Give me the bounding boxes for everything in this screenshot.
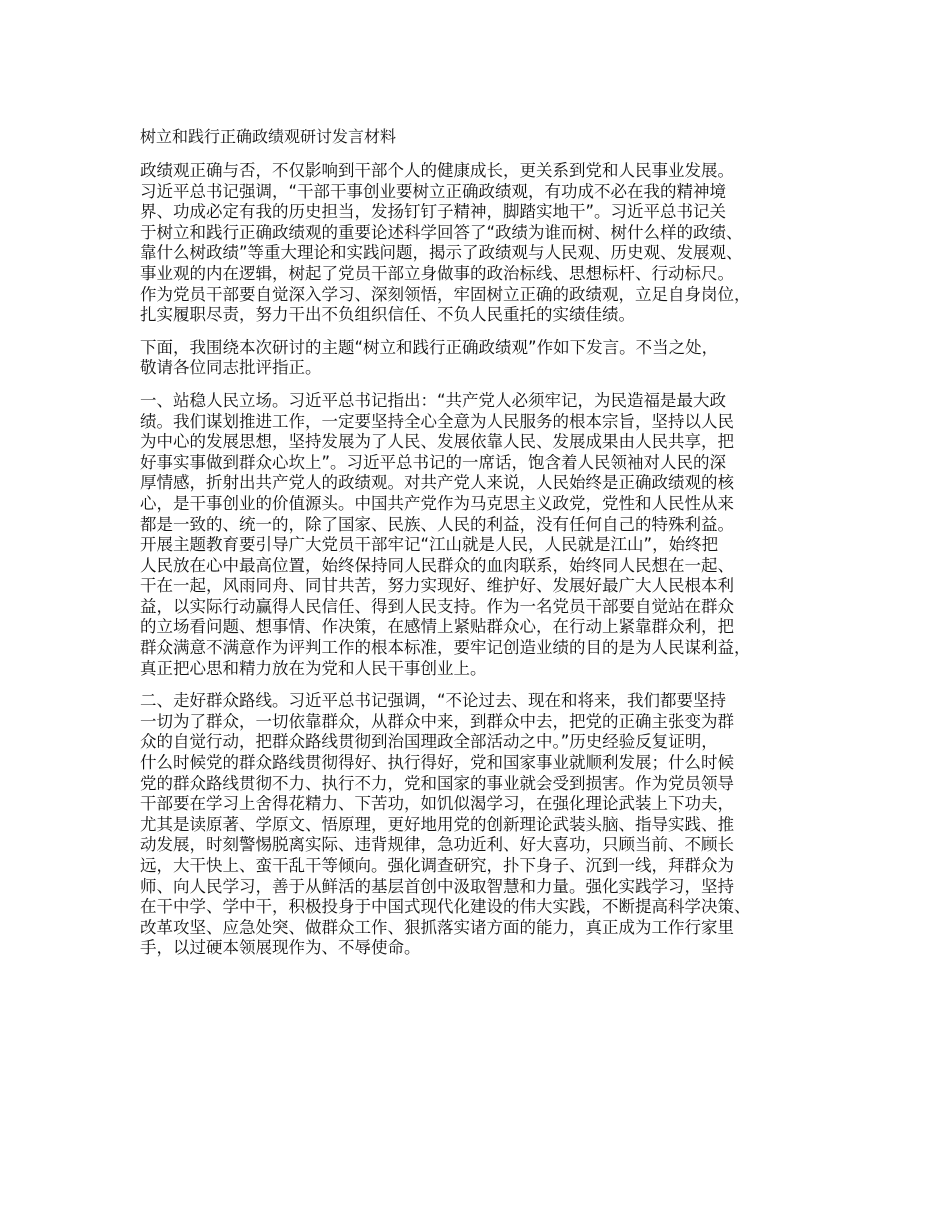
text-line: 人民放在心中最高位置，始终保持同人民群众的血肉联系，始终同人民想在一起、: [140, 555, 734, 575]
text-line: 益，以实际行动赢得人民信任、得到人民支持。作为一名党员干部要自觉站在群众: [140, 596, 734, 616]
document-body: [140, 161, 830, 959]
text-line: 党的群众路线贯彻不力、执行不力，党和国家的事业就会受到损害。作为党员领导: [140, 773, 734, 793]
text-line: 众的自觉行动，把群众路线贯彻到治国理政全部活动之中。”历史经验反复证明，: [140, 732, 718, 752]
text-line: 尤其是读原著、学原文、悟原理，更好地用党的创新理论武装头脑、指导实践、推: [140, 814, 734, 834]
text-line: 于树立和践行正确政绩观的重要论述科学回答了“政绩为谁而树、树什么样的政绩、: [140, 222, 743, 242]
text-line: 靠什么树政绩”等重大理论和实践问题，揭示了政绩观与人民观、历史观、发展观、: [140, 243, 743, 263]
text-line: 手，以过硬本领展现作为、不辱使命。: [140, 938, 421, 958]
text-line: 动发展，时刻警惕脱离实际、违背规律，急功近利、好大喜功，只顾当前、不顾长: [140, 835, 734, 855]
text-line: 开展主题教育要引导广大党员干部牢记“江山就是人民，人民就是江山”，始终把: [140, 535, 719, 555]
body-paragraph: [140, 391, 830, 679]
text-line: 习近平总书记强调，“干部干事创业要树立正确政绩观，有功成不必在我的精神境: [140, 181, 727, 201]
text-line: 群众满意不满意作为评判工作的根本标准，要牢记创造业绩的目的是为人民谋利益，: [140, 638, 751, 658]
body-paragraph: [140, 161, 830, 326]
text-line: 政绩观正确与否，不仅影响到干部个人的健康成长，更关系到党和人民事业发展。: [140, 161, 734, 180]
text-line: 事业观的内在逻辑，树起了党员干部立身做事的政治标线、思想标杆、行动标尺。: [140, 263, 734, 283]
text-line: 好事实事做到群众心坎上”。习近平总书记的一席话，饱含着人民领袖对人民的深: [140, 452, 727, 472]
text-line: 为中心的发展思想，坚持发展为了人民、发展依靠人民、发展成果由人民共享，把: [140, 432, 734, 452]
document-page: [140, 126, 830, 971]
text-line: 的立场看问题、想事情、作决策，在感情上紧贴群众心，在行动上紧靠群众利，把: [140, 617, 734, 637]
text-line: 二、走好群众路线。习近平总书记强调，“不论过去、现在和将来，我们都要坚持: [140, 691, 727, 711]
text-line: 作为党员干部要自觉深入学习、深刻领悟，牢固树立正确的政绩观，立足自身岗位，: [140, 284, 751, 304]
text-line: 远，大干快上、蛮干乱干等倾向。强化调查研究，扑下身子、沉到一线，拜群众为: [140, 856, 734, 875]
text-line: 师、向人民学习，善于从鲜活的基层首创中汲取智慧和力量。强化实践学习，坚持: [140, 876, 734, 896]
text-line: 一、站稳人民立场。习近平总书记指出：“共产党人必须牢记，为民造福是最大政: [140, 390, 727, 410]
text-line: 什么时候党的群众路线贯彻得好、执行得好，党和国家事业就顺利发展；什么时候: [140, 753, 734, 773]
text-line: 真正把心思和精力放在为党和人民干事创业上。: [140, 658, 487, 678]
body-paragraph: [140, 338, 830, 379]
text-line: 一切为了群众，一切依靠群众，从群众中来，到群众中去，把党的正确主张变为群: [140, 711, 734, 731]
text-line: 界、功成必定有我的历史担当，发扬钉钉子精神，脚踏实地干”。习近平总书记关: [140, 202, 727, 222]
text-line: 在干中学、学中干，积极投身于中国式现代化建设的伟大实践，不断提高科学决策、: [140, 897, 751, 917]
text-line: 敬请各位同志批评指正。: [140, 358, 322, 378]
text-line: 改革攻坚、应急处突、做群众工作、狠抓落实诸方面的能力，真正成为工作行家里: [140, 917, 734, 937]
text-line: 扎实履职尽责，努力干出不负组织信任、不负人民重托的实绩佳绩。: [140, 305, 635, 325]
text-line: 下面，我围绕本次研讨的主题“树立和践行正确政绩观”作如下发言。不当之处，: [140, 337, 719, 357]
body-paragraph: [140, 691, 830, 959]
text-line: 都是一致的、统一的，除了国家、民族、人民的利益，没有任何自己的特殊利益。: [140, 514, 734, 534]
document-title: 树立和践行正确政绩观研讨发言材料: [140, 127, 397, 146]
text-line: 干部要在学习上舍得花精力、下苦功，如饥似渴学习，在强化理论武装上下功夫，: [140, 794, 734, 814]
text-line: 干在一起，风雨同舟、同甘共苦，努力实现好、维护好、发展好最广大人民根本利: [140, 576, 734, 596]
text-line: 厚情感，折射出共产党人的政绩观。对共产党人来说，人民始终是正确政绩观的核: [140, 473, 734, 493]
text-line: 绩。我们谋划推进工作，一定要坚持全心全意为人民服务的根本宗旨，坚持以人民: [140, 411, 734, 431]
text-line: 心，是干事创业的价值源头。中国共产党作为马克思主义政党，党性和人民性从来: [140, 493, 734, 513]
